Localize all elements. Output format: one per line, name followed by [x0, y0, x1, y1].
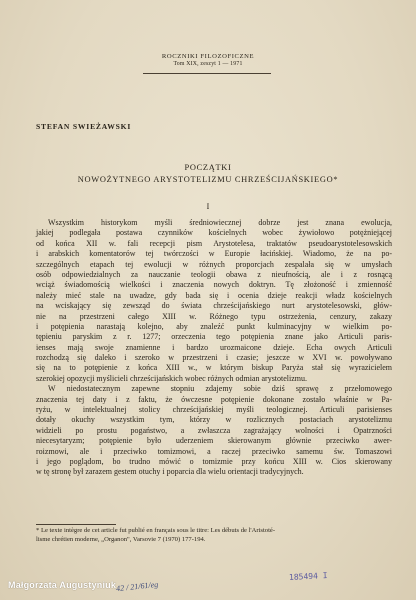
- body-line: roizmowi, ale i przeciwko tomizmowi, a raczej przeciwko samemu św. Tomaszowi: [36, 446, 392, 456]
- body-line: na wciskający się zewsząd do świata chrześcijańskiego nurt arystotelesowski, głów-: [36, 301, 392, 311]
- journal-title: ROCZNIKI FILOZOFICZNE: [161, 53, 255, 60]
- watermark: Małgorzata Augustyniuk: [8, 580, 117, 590]
- body-line: w tę stronę był zarazem gestem otuchy i poparcia dla wielu orientacji tradycyjnych.: [36, 467, 304, 477]
- article-title: [0, 162, 416, 186]
- body-line: i arabskich komentatorów tej twórczości w Europie łacińskiej. Wiadomo, że na po-: [36, 249, 392, 259]
- body-line: jakiej podlegała postawa czynników kościelnych wobec żywiołowo potężniejącej: [36, 228, 392, 238]
- title-line-1: POCZĄTKI: [184, 163, 232, 172]
- body-line: rozchodzą się daleko i szeroko w przestrzeni i czasie; jeszcze w XVI w. powoływano: [36, 353, 392, 363]
- body-line: należy mieć stale na uwadze, gdy bada się i ocenia dzieje reakcji władz kościelnych: [36, 290, 392, 300]
- author-name: STEFAN SWIEŻAWSKI: [36, 122, 132, 131]
- journal-volume: Tom XIX, zeszyt 1 — 1971: [173, 61, 243, 67]
- body-line: i jego poglądom, bo trudno mówić o tomizmie przy końcu XIII w. Cios skierowany: [36, 456, 392, 466]
- body-line: Wszystkim historykom myśli średniowiecznej dobrze jest znana ewolucja,: [48, 218, 392, 227]
- body-line: osób odpowiedzialnych za nauczanie teologii obawa z nieufnością, ale i z rosnącą: [36, 269, 392, 279]
- body-line: nie na przestrzeni całego XIII w. Różnego typu ostrzeżenia, cenzury, zakazy: [36, 311, 392, 321]
- body-line: niecesytaryzm; potępienie było uderzeniem skierowanym głównie przeciwko awer-: [36, 436, 392, 446]
- body-line: W niedostatecznym zapewne stopniu zdajemy sobie dziś sprawę z przełomowego: [48, 384, 392, 394]
- header-divider: [143, 73, 271, 74]
- handwritten-note: 42 / 21/61/eg: [115, 579, 159, 594]
- footnote-line-2: lisme chrétien moderne, „Organon", Varsovie 7 (1970) 177-194.: [36, 535, 206, 543]
- body-line: od końca XII w. fali recepcji pism Arystotelesa, traktatów pseudoarystotelesowskich: [36, 238, 392, 248]
- footnote: [36, 527, 392, 544]
- footnote-divider: [36, 524, 116, 525]
- title-line-2: NOWOŻYTNEGO ARYSTOTELIZMU CHRZEŚCIJAŃSKIEGO*: [77, 175, 339, 184]
- body-line: ryżu, w intelektualnej stolicy chrześcijańskiej myśli teologicznej. Articuli parisienses: [36, 405, 392, 415]
- journal-header: [0, 53, 416, 67]
- library-stamp: 185494 I: [288, 570, 328, 583]
- footnote-line-1: * Le texte intègre de cet article fut publié en français sous le titre: Les débuts de l'Aristoté-: [36, 527, 276, 534]
- section-number: I: [206, 202, 210, 211]
- body-line: szczególnych etapach tej ewolucji w różnych proporcjach zespalała się w umysłach: [36, 259, 392, 269]
- body-line: ienses mają swoje znamienne i bardzo urozmaicone dzieje. Echa owych Articuli: [36, 342, 392, 352]
- body-line: i potępienia narastają kolejno, aby znaleźć punkt kulminacyjny w wielkim po-: [36, 321, 392, 331]
- body-line: wciąż świadomością wielkości i znaczenia nowych doktryn. Tę złożoność i zmienność: [36, 280, 392, 290]
- body-line: widzieli po prostu pogaństwo, a zwłaszcza zagrażający wolności i Opatrzności: [36, 425, 392, 435]
- body-line: się na to potępienie z końca XIII w., w którym biskup Paryża stał się wyrazicielem: [36, 363, 392, 373]
- article-body: [36, 218, 392, 478]
- body-line: szerokiej opozycji myślicieli chrześcijańskich wobec różnych odmian arystotelizmu.: [36, 373, 308, 383]
- body-line: znaczenia tej daty i z faktu, że ówczesne potępienie dokonane zostało właśnie w Pa-: [36, 394, 392, 404]
- body-line: tępieniu paryskim z r. 1277; orzeczenia tego potępienia znane jako Articuli paris-: [36, 332, 392, 342]
- body-line: dotały okuchy wszystkim tym, którzy w rozlicznych postaciach arystotelizmu: [36, 415, 392, 425]
